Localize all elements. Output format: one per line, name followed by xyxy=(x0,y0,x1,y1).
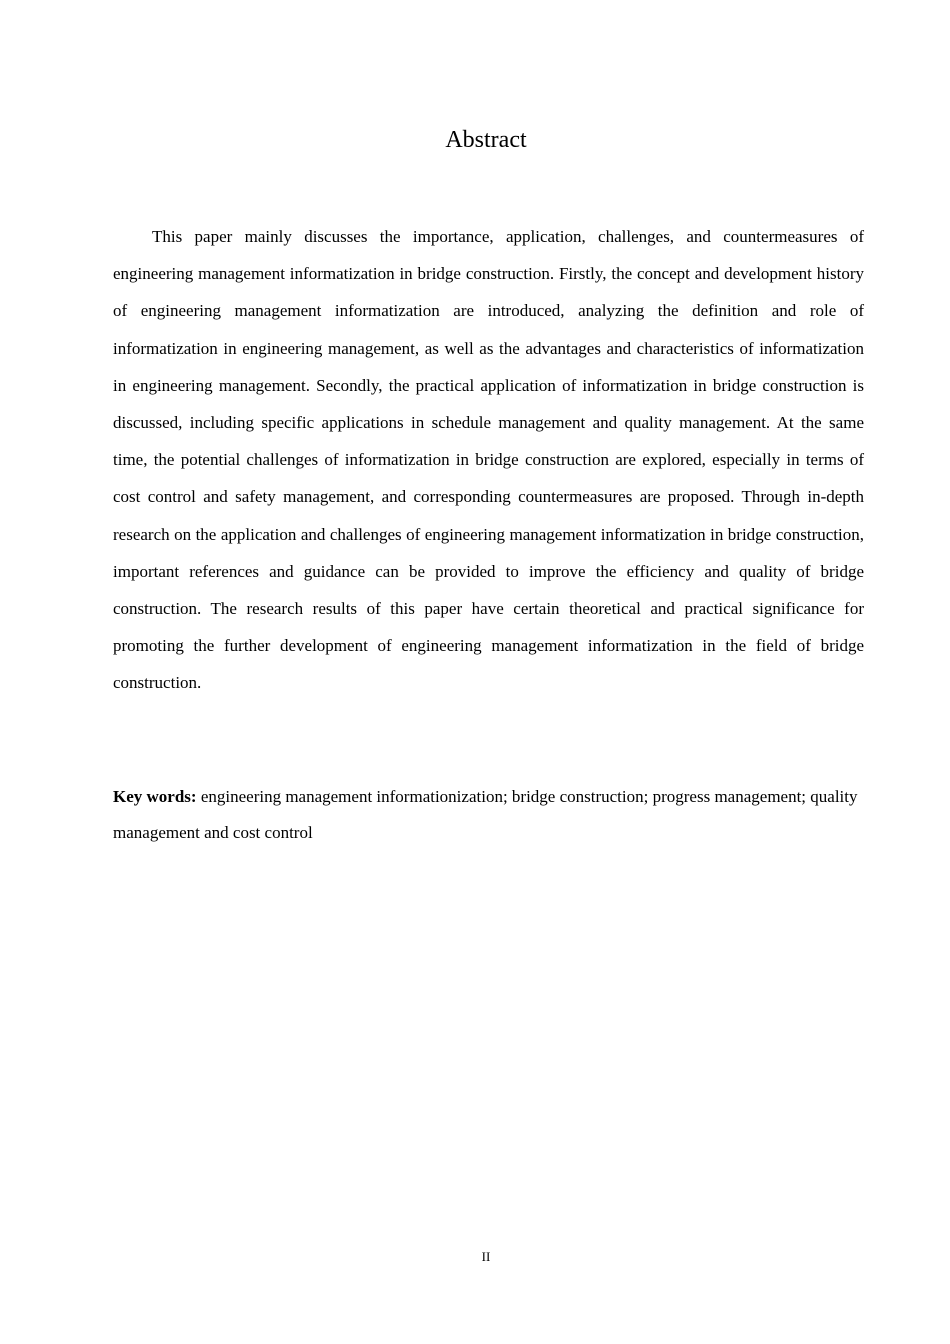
page-title: Abstract xyxy=(445,127,527,153)
keywords-line xyxy=(113,779,864,851)
page-number: II xyxy=(481,1249,491,1264)
keywords-text: engineering management informationization; bridge construction; progress management; quality management and cost control xyxy=(113,787,858,842)
abstract-paragraph: This paper mainly discusses the importance, application, challenges, and countermeasures of engineering management informatization in bridge construction. Firstly, the concept and development history of engineering management informatization are introduced, analyzing the definition and role of informatization in engineering management, as well as the advantages and characteristics of informatization in engineering management. Secondly, the practical application of informatization in bridge construction is discussed, including specific applications in schedule management and quality management. At the same time, the potential challenges of informatization in bridge construction are explored, especially in terms of cost control and safety management, and corresponding countermeasures are proposed. Through in-depth research on the application and challenges of engineering management informatization in bridge construction, important references and guidance can be provided to improve the efficiency and quality of bridge construction. The research results of this paper have certain theoretical and practical significance for promoting the further development of engineering management informatization in the field of bridge construction. xyxy=(113,227,864,693)
keywords-label: Key words: xyxy=(113,787,197,806)
